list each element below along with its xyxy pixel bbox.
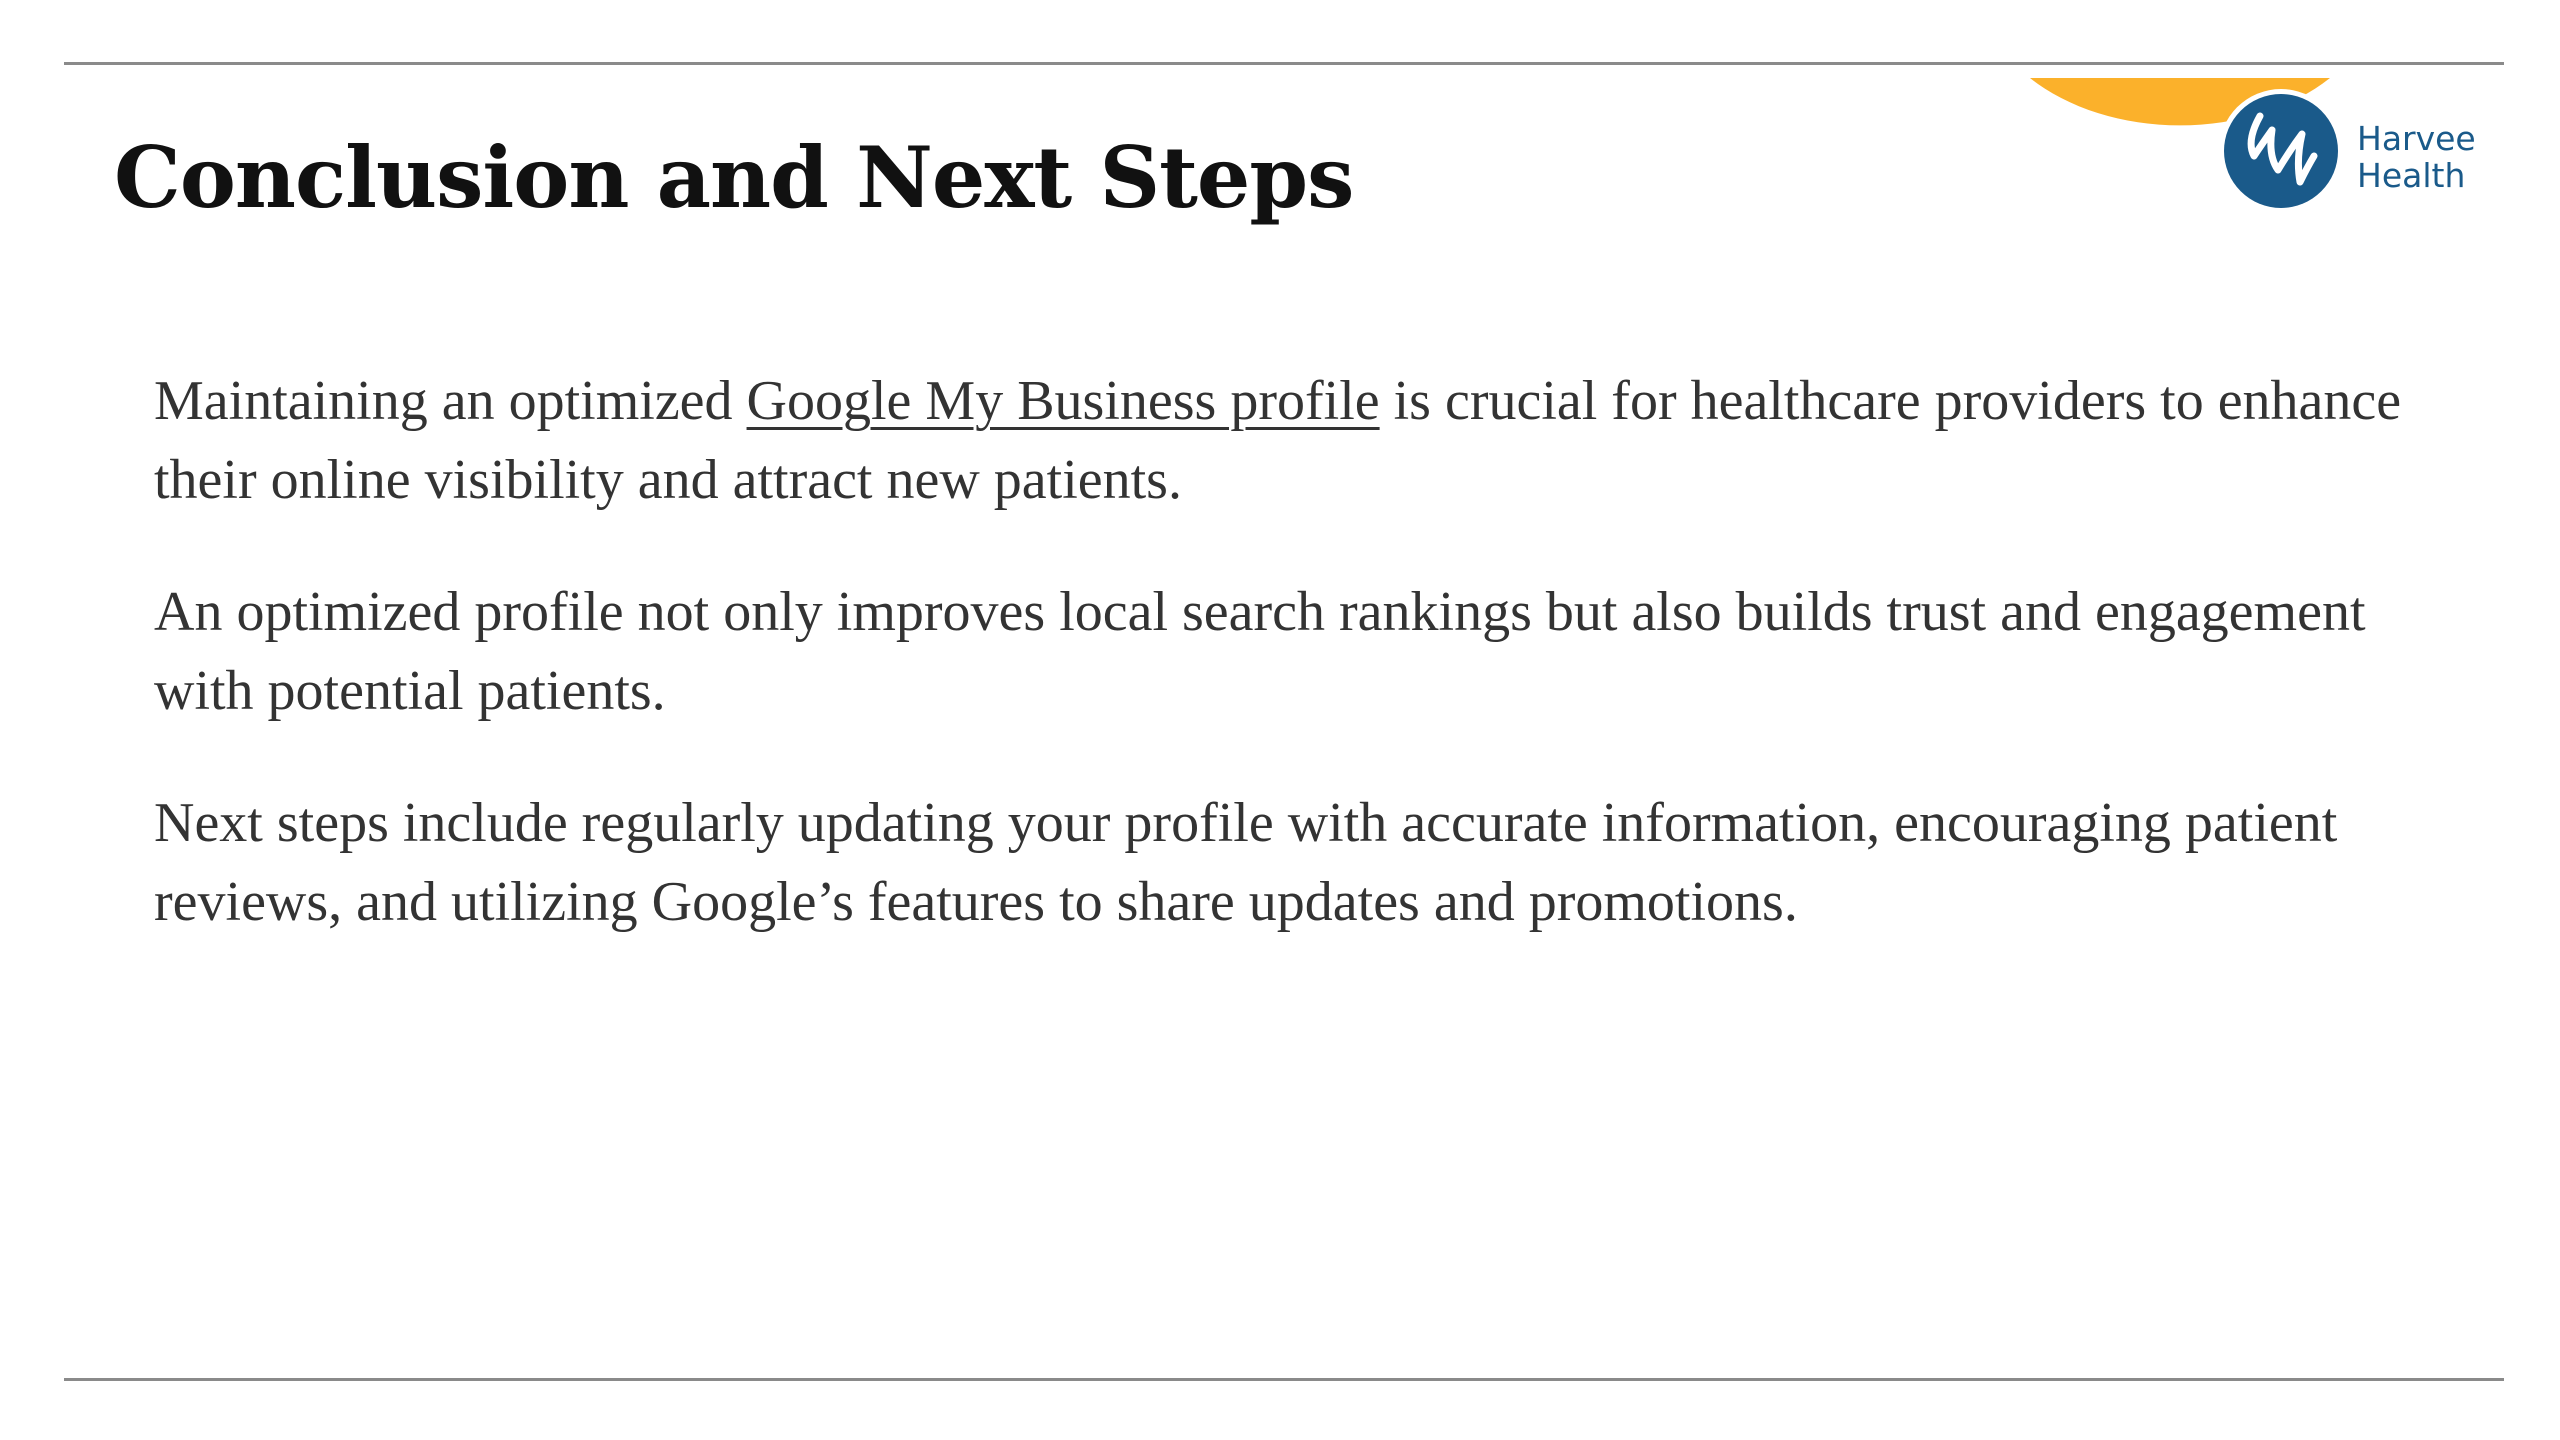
google-my-business-link[interactable]: Google My Business profile [746, 370, 1380, 432]
slide-body [154, 362, 2414, 995]
logo-wordmark [2357, 120, 2476, 194]
paragraph-3: Next steps include regularly updating your profile with accurate information, encouraging patient reviews, and utilizing Google’s features to share updates and promotions. [154, 792, 2338, 933]
logo-text-line2: Health [2357, 156, 2466, 195]
logo-text-line1: Harvee [2357, 119, 2476, 158]
bottom-divider [64, 1378, 2504, 1381]
hw-monogram-icon [2216, 86, 2346, 216]
harvee-health-logo [2030, 78, 2510, 228]
paragraph-1 [154, 362, 2414, 520]
slide-title: Conclusion and Next Steps [114, 128, 1354, 227]
top-divider [64, 62, 2504, 65]
paragraph-1-text-before: Maintaining an optimized [154, 370, 747, 432]
paragraph-2: An optimized profile not only improves local search rankings but also builds trust and engagement with potential patients. [154, 581, 2366, 722]
paragraph-1-text-after: is crucial for healthcare providers to enhance their online visibility and attract new patients. [154, 370, 2402, 511]
